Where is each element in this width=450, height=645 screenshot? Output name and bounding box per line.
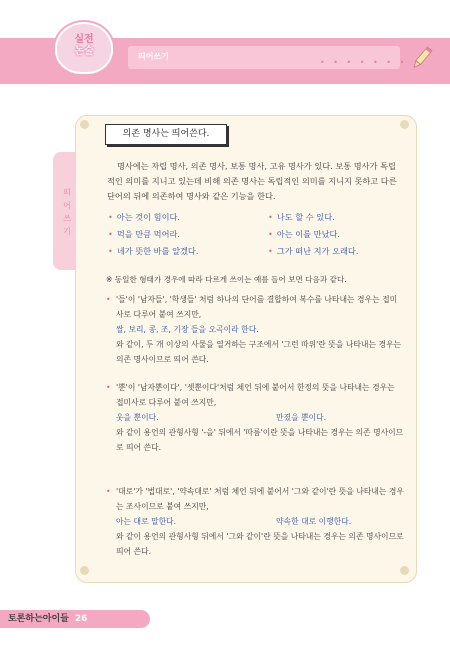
- example-item: • 아는 이를 만났다.: [268, 229, 341, 239]
- block-example: 만졌을 뿐이다.: [276, 413, 327, 422]
- pencil-icon: [411, 45, 433, 71]
- block-example: 아는 대로 말한다.: [116, 517, 177, 526]
- block-explanation: 와 같이 용언의 관형사형 뒤에서 '그와 같이'란 뜻을 나타내는 경우는 의존 명사이므로 띄어 쓴다.: [116, 532, 404, 556]
- block-example: 웃을 뿐이다.: [116, 413, 159, 422]
- example-item: • 아는 것이 힘이다.: [108, 212, 181, 222]
- block-explanation: 와 같이, 두 개 이상의 사물을 열거하는 구조에서 '그런 따위'란 뜻을 나타내는 경우는 의존 명사이므로 띄어 쓴다.: [116, 340, 402, 364]
- examples-right: [268, 209, 358, 260]
- example-item: • 나도 할 수 있다.: [268, 212, 335, 222]
- badge-line1: 실전: [74, 34, 94, 45]
- example-item: • 네가 뜻한 바를 알겠다.: [108, 246, 199, 256]
- side-tab-label: 띄 어 쓰 기: [63, 188, 71, 236]
- panel-hole: [400, 120, 409, 129]
- block-examples: [116, 410, 404, 425]
- block-explanation: 와 같이 용언의 관형사형 '-을' 뒤에서 '따름'이란 뜻을 나타내는 경우는 의존 명사이므로 띄어 쓴다.: [116, 428, 404, 452]
- block-rule: '대로'가 '법대로', '약속대로' 처럼 체언 뒤에 붙어서 '그와 같이'란 뜻을 나타내는 경우는 조사이므로 붙여 쓰지만,: [116, 487, 404, 511]
- example-item: • 먹을 만큼 먹어라.: [108, 229, 181, 239]
- usage-block: [106, 380, 404, 455]
- panel-hole: [80, 566, 89, 575]
- bullet-icon: •: [106, 295, 111, 304]
- footer-tab: [0, 610, 150, 628]
- intro-paragraph: 명사에는 자립 명사, 의존 명사, 보통 명사, 고유 명사가 있다. 보통 명사가 독립적인 의미를 지니고 있는데 비해 의존 명사는 독립적인 의미를 지니지 못하고 다른 단어의 뒤에 의존하여 명사와 같은 기능을 한다.: [107, 161, 397, 201]
- block-example: 쌀, 보리, 콩, 조, 기장 들을 오곡이라 한다.: [116, 325, 259, 334]
- section-title: 띄어쓰기: [138, 52, 169, 61]
- usage-block: [106, 292, 404, 367]
- block-rule: '뿐'이 '남자뿐이다', '셋뿐이다'처럼 체언 뒤에 붙어서 한정의 뜻을 나타내는 경우는 접미사로 다루어 붙여 쓰지만,: [116, 383, 395, 407]
- bullet-icon: •: [106, 487, 111, 496]
- example-item: • 그가 떠난 지가 오래다.: [268, 246, 359, 256]
- page-number: 26: [74, 614, 88, 624]
- header-dots: • • • • • • •: [320, 58, 408, 67]
- badge-line2: 논술: [74, 46, 94, 57]
- note-line: ※ 동일한 형태가 경우에 따라 다르게 쓰이는 예를 들어 보면 다음과 같다.: [106, 275, 347, 284]
- bullet-icon: •: [106, 383, 111, 392]
- block-rule: '들'이 '남자들', '학생들' 처럼 하나의 단어를 결합하여 복수를 나타내는 경우는 접미사로 다루어 붙여 쓰지만,: [116, 295, 398, 319]
- footer-label: 토론하는아이들: [8, 614, 69, 624]
- panel-hole: [80, 120, 89, 129]
- section-badge: [55, 22, 113, 74]
- block-example: 약속한 대로 이행한다.: [276, 517, 352, 526]
- topic-heading: 의존 명사는 띄어쓴다.: [105, 124, 227, 145]
- usage-block: [106, 484, 404, 559]
- block-examples: [116, 514, 404, 529]
- panel-hole: [400, 566, 409, 575]
- examples-left: [108, 209, 198, 260]
